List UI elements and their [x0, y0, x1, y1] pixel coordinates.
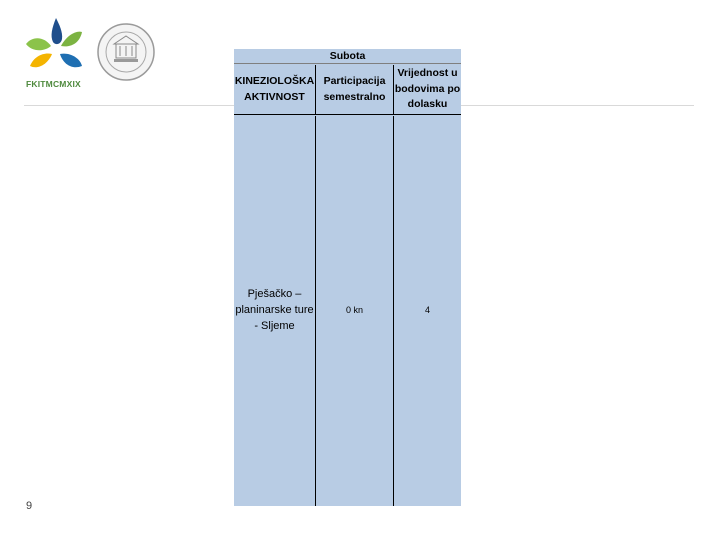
column-header-points: Vrijednost u bodovima po dolasku: [394, 65, 461, 115]
table-cell-points: 4: [424, 305, 430, 316]
university-seal: [96, 22, 156, 82]
activity-table: [234, 49, 461, 506]
column-header-participation: Participacija semestralno: [316, 65, 394, 115]
table-cell-participation: 0 kn: [316, 116, 394, 506]
column-header-activity: KINEZIOLOŠKA AKTIVNOST: [234, 65, 316, 115]
page-number: 9: [26, 500, 33, 512]
logo-text: FKITMCMXIX: [26, 79, 81, 89]
day-header: Subota: [234, 49, 461, 64]
table-cell-activity: Pješačko – planinarske ture - Sljeme: [234, 116, 316, 506]
